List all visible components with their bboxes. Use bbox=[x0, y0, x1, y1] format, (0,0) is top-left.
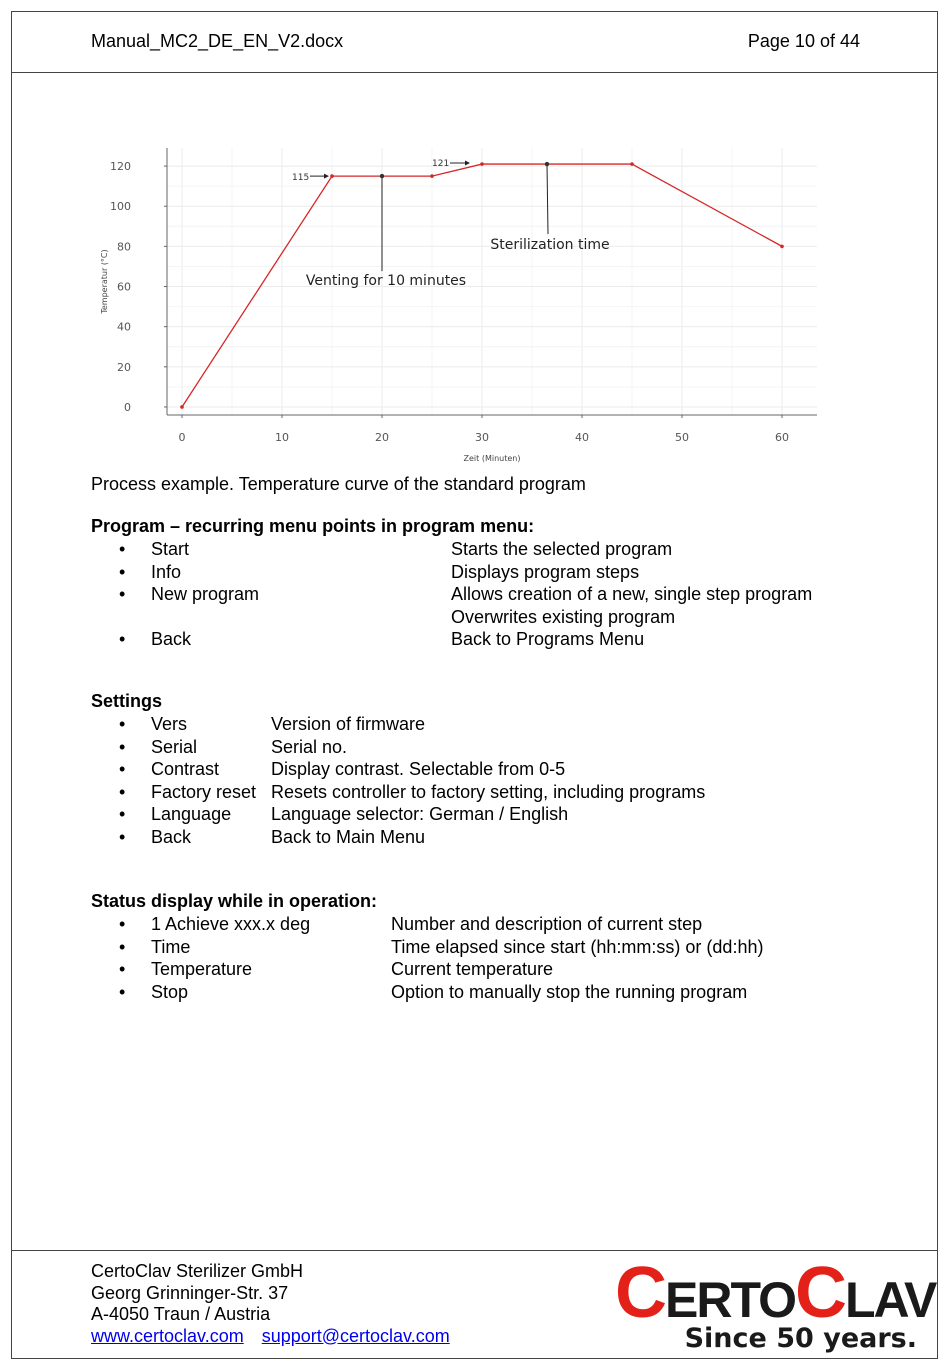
data-point bbox=[430, 174, 434, 178]
bullet: • bbox=[119, 804, 126, 825]
x-tick-label: 10 bbox=[275, 431, 289, 444]
settings-description: Display contrast. Selectable from 0-5 bbox=[271, 759, 566, 780]
data-point bbox=[330, 174, 334, 178]
data-point bbox=[480, 162, 484, 166]
bullet: • bbox=[119, 714, 126, 734]
x-tick-label: 30 bbox=[475, 431, 489, 444]
bullet: • bbox=[119, 736, 126, 757]
program-description: Back to Programs Menu bbox=[451, 629, 645, 650]
program-description: Displays program steps bbox=[451, 561, 640, 582]
settings-term: Vers bbox=[151, 714, 188, 734]
settings-description: Back to Main Menu bbox=[271, 826, 426, 847]
program-term: New program bbox=[151, 584, 260, 605]
logo-tagline: Since 50 years. bbox=[684, 1323, 917, 1354]
bullet: • bbox=[119, 561, 126, 582]
settings-section-title: Settings bbox=[91, 691, 163, 711]
page-number: Page 10 of 44 bbox=[747, 31, 860, 51]
y-tick-label: 120 bbox=[110, 160, 131, 174]
chart-ticks bbox=[110, 160, 789, 444]
website-link[interactable]: www.certoclav.com bbox=[91, 1325, 244, 1346]
sterilization-label: Sterilization time bbox=[490, 237, 610, 254]
bullet: • bbox=[119, 539, 126, 559]
certoclav-logo: CERTOCLAV Since 50 years. bbox=[615, 1253, 936, 1354]
bullet: • bbox=[119, 759, 126, 780]
x-axis-label: Zeit (Minuten) bbox=[463, 454, 521, 463]
bullet: • bbox=[119, 826, 126, 847]
annotation-115: 115 bbox=[292, 173, 310, 184]
status-description: Current temperature bbox=[391, 959, 554, 980]
bullet: • bbox=[119, 781, 126, 802]
status-description: Number and description of current step bbox=[391, 914, 703, 934]
annotation-arrowhead bbox=[465, 161, 470, 166]
venting-label: Venting for 10 minutes bbox=[305, 273, 467, 290]
bullet: • bbox=[119, 936, 126, 957]
bullet: • bbox=[119, 981, 126, 1002]
settings-description: Version of firmware bbox=[271, 714, 426, 734]
chart-axes bbox=[167, 148, 817, 415]
data-point bbox=[630, 162, 634, 166]
company-street: Georg Grinninger-Str. 37 bbox=[91, 1282, 289, 1303]
data-point bbox=[780, 245, 784, 249]
settings-term: Language bbox=[151, 804, 232, 825]
temperature-chart bbox=[95, 143, 825, 468]
sterilization-leader-line bbox=[547, 164, 548, 234]
annotation-121: 121 bbox=[432, 159, 450, 170]
status-description: Option to manually stop the running program bbox=[391, 981, 748, 1002]
program-term: Back bbox=[151, 629, 192, 650]
y-axis-label: Temperatur (°C) bbox=[100, 249, 109, 314]
status-description: Time elapsed since start (hh:mm:ss) or (dd:hh) bbox=[391, 936, 764, 957]
x-tick-label: 0 bbox=[178, 431, 186, 444]
settings-term: Contrast bbox=[151, 759, 220, 780]
x-tick-label: 50 bbox=[675, 431, 689, 444]
y-tick-label: 100 bbox=[110, 200, 131, 214]
settings-description: Resets controller to factory setting, including programs bbox=[271, 781, 706, 802]
annotation-arrowhead bbox=[324, 174, 329, 179]
status-section-title: Status display while in operation: bbox=[91, 891, 378, 911]
chart-annotations bbox=[292, 159, 610, 289]
settings-term: Serial bbox=[151, 736, 198, 757]
status-term: Stop bbox=[151, 981, 189, 1002]
venting-marker bbox=[380, 174, 384, 178]
program-term: Info bbox=[151, 561, 182, 582]
y-tick-label: 80 bbox=[117, 240, 131, 254]
document-filename: Manual_MC2_DE_EN_V2.docx bbox=[91, 31, 344, 51]
program-description: Starts the selected program bbox=[451, 539, 673, 559]
program-description: Allows creation of a new, single step program Overwrites existing program bbox=[451, 584, 813, 627]
program-section-title: Program – recurring menu points in program menu: bbox=[91, 516, 535, 536]
header-divider bbox=[11, 72, 938, 73]
bullet: • bbox=[119, 629, 126, 650]
y-tick-label: 0 bbox=[124, 400, 131, 414]
support-email-link[interactable]: support@certoclav.com bbox=[261, 1325, 450, 1346]
footer-address bbox=[91, 1261, 450, 1347]
footer-divider bbox=[11, 1250, 938, 1251]
y-tick-label: 60 bbox=[117, 280, 131, 294]
program-description-line2: Overwrites existing program bbox=[451, 606, 676, 627]
settings-description: Serial no. bbox=[271, 736, 348, 757]
settings-term: Factory reset bbox=[151, 781, 257, 802]
company-name: CertoClav Sterilizer GmbH bbox=[91, 1261, 304, 1281]
data-point bbox=[180, 405, 184, 409]
status-term: Time bbox=[151, 936, 191, 957]
x-tick-label: 60 bbox=[775, 431, 789, 444]
settings-term: Back bbox=[151, 826, 192, 847]
x-tick-label: 20 bbox=[375, 431, 389, 444]
chart-caption: Process example. Temperature curve of the standard program bbox=[91, 474, 586, 494]
bullet: • bbox=[119, 959, 126, 980]
program-term: Start bbox=[151, 539, 190, 559]
status-term: 1 Achieve xxx.x deg bbox=[151, 914, 311, 934]
settings-description: Language selector: German / English bbox=[271, 804, 569, 825]
bullet: • bbox=[119, 584, 126, 605]
sterilization-marker bbox=[545, 162, 549, 166]
bullet: • bbox=[119, 914, 126, 934]
x-tick-label: 40 bbox=[575, 431, 589, 444]
company-city: A-4050 Traun / Austria bbox=[91, 1304, 271, 1324]
chart-grid bbox=[167, 148, 817, 415]
y-tick-label: 40 bbox=[117, 320, 131, 334]
status-term: Temperature bbox=[151, 959, 253, 980]
y-tick-label: 20 bbox=[117, 360, 131, 374]
